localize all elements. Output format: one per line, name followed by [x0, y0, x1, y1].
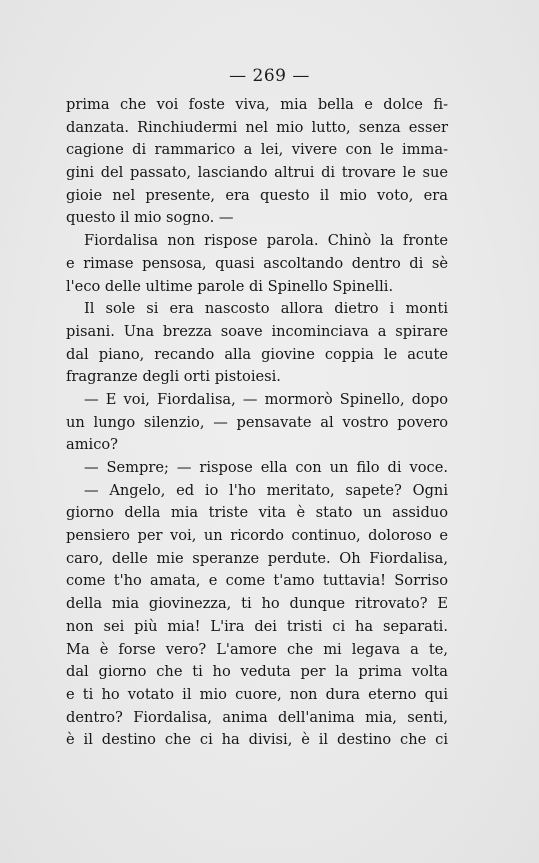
page-number: — 269 —	[229, 66, 310, 86]
text-line: è il destino che ci ha divisi, è il destino che ci	[66, 731, 448, 749]
text-line: non sei più mia! L'ira dei tristi ci ha separati.	[66, 617, 448, 635]
text-line: prima che voi foste viva, mia bella e dolce fi-	[66, 96, 448, 113]
text-line: giorno della mia triste vita è stato un assiduo	[66, 504, 448, 522]
text-line: gini del passato, lasciando altrui di trovare le sue	[66, 164, 448, 182]
text-line: l'eco delle ultime parole di Spinello Spinelli.	[66, 277, 394, 295]
text-line: dal piano, recando alla giovine coppia le acute	[66, 345, 448, 363]
text-line: amico?	[66, 436, 118, 454]
text-line: e ti ho votato il mio cuore, non dura eterno qui	[66, 685, 448, 703]
text-line: — E voi, Fiordalisa, — mormorò Spinello, dopo	[84, 390, 448, 408]
text-line: dentro? Fiordalisa, anima dell'anima mia, senti,	[66, 708, 448, 726]
text-line: della mia giovinezza, ti ho dunque ritrovato? E	[66, 595, 448, 613]
text-line: e rimase pensosa, quasi ascoltando dentro di sè	[66, 254, 448, 272]
text-line: Fiordalisa non rispose parola. Chinò la fronte	[84, 232, 448, 250]
text-line: fragranze degli orti pistoiesi.	[66, 368, 281, 386]
text-line: pisani. Una brezza soave incominciava a spirare	[66, 322, 448, 340]
body-text	[66, 94, 448, 752]
text-line: danzata. Rinchiudermi nel mio lutto, senza esser	[66, 118, 448, 136]
text-line: questo il mio sogno. —	[66, 209, 234, 227]
text-line: cagione di rammarico a lei, vivere con le imma-	[66, 141, 448, 159]
text-line: Il sole si era nascosto allora dietro i monti	[84, 300, 448, 318]
text-line: caro, delle mie speranze perdute. Oh Fiordalisa,	[66, 549, 448, 567]
text-line: — Angelo, ed io l'ho meritato, sapete? Ogni	[84, 481, 448, 499]
text-line: — Sempre; — rispose ella con un filo di voce.	[84, 459, 448, 476]
text-line: dal giorno che ti ho veduta per la prima volta	[66, 663, 448, 681]
text-line: un lungo silenzio, — pensavate al vostro povero	[66, 413, 448, 431]
text-line: pensiero per voi, un ricordo continuo, doloroso e	[66, 527, 448, 545]
text-line: gioie nel presente, era questo il mio voto, era	[66, 186, 448, 204]
text-line: Ma è forse vero? L'amore che mi legava a te,	[66, 640, 448, 658]
text-line: come t'ho amata, e come t'amo tuttavia! Sorriso	[66, 572, 448, 590]
